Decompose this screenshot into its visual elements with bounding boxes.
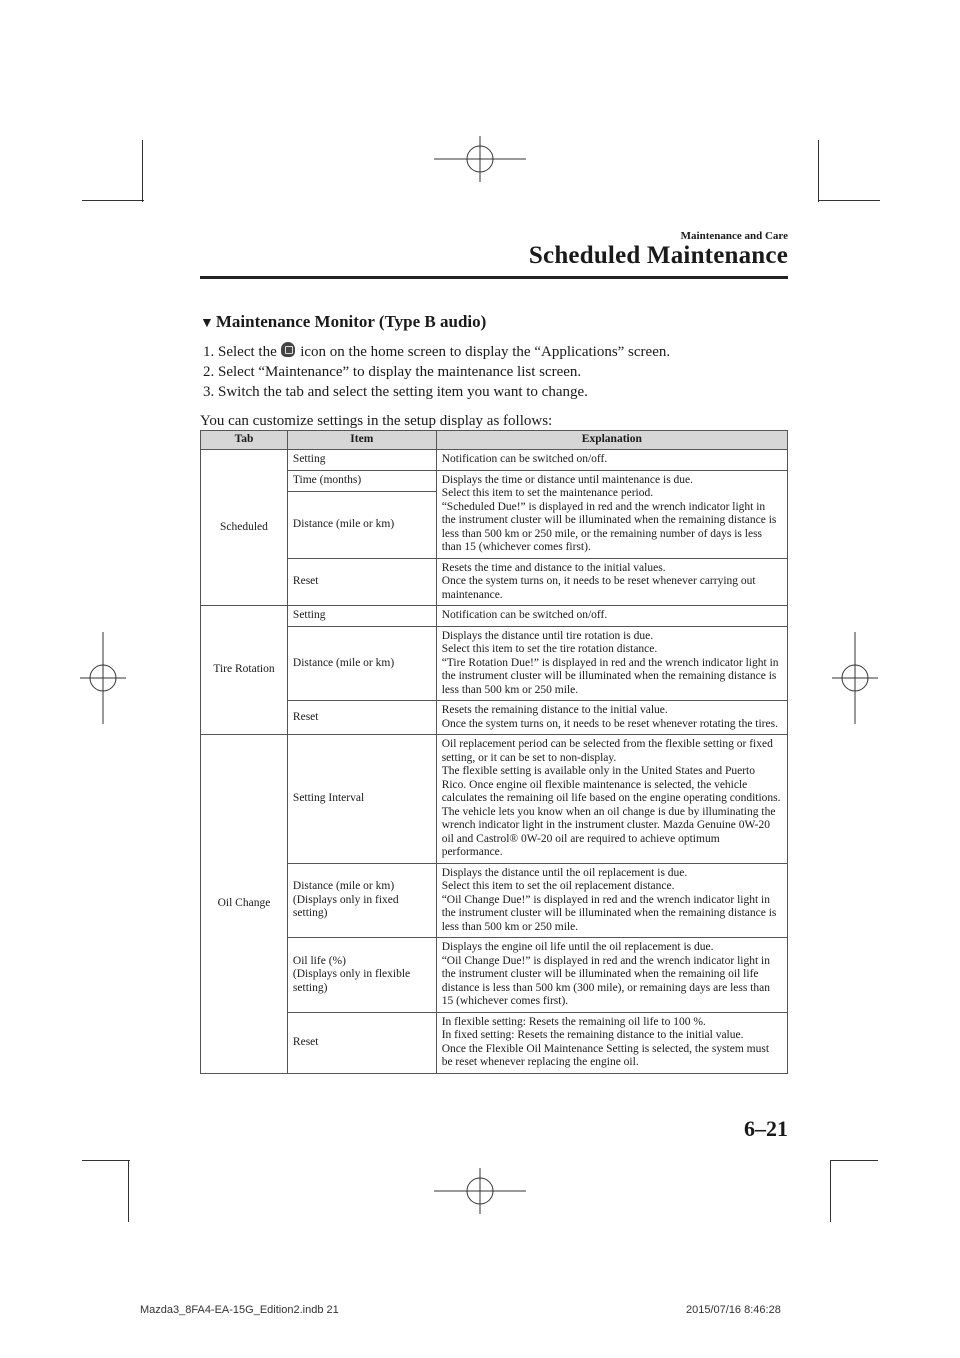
item-cell: Oil life (%) (Displays only in flexible setting) — [287, 938, 436, 1013]
explanation-cell: In flexible setting: Resets the remaining oil life to 100 %. In fixed setting: Resets the remaining distance to the initial value. Once the Flexible Oil Maintenance Setting is selected, the system must be reset whenever replacing the engine oil. — [436, 1012, 787, 1073]
item-cell: Distance (mile or km) — [287, 492, 436, 558]
explanation-cell: Oil replacement period can be selected from the flexible setting or fixed setting, or it can be set to non-display. The flexible setting is available only in the United States and Puerto Rico. Once engine oil flexible maintenance is selected, the vehicle calculates the remaining oil life based on the engine operating conditions. The vehicle lets you know when an oil change is due by illuminating the wrench indicator light in the instrument cluster. Mazda Genuine 0W-20 oil and Castrol® 0W-20 oil are required to achieve optimum performance. — [436, 735, 787, 864]
table-row — [201, 450, 788, 471]
item-cell: Setting Interval — [287, 735, 436, 864]
table-row — [201, 735, 788, 864]
section-heading — [200, 312, 486, 332]
item-cell: Reset — [287, 1012, 436, 1073]
item-cell: Setting — [287, 450, 436, 471]
explanation-cell: Displays the engine oil life until the oil replacement is due. “Oil Change Due!” is displayed in red and the wrench indicator light in the instrument cluster will be illuminated when the remaining oil life distance is less than 500 km (300 mile), or remaining days are less than 15 (whichever comes first). — [436, 938, 787, 1013]
step-3: 3. Switch the tab and select the setting item you want to change. — [203, 384, 588, 400]
table-header-row — [201, 431, 788, 450]
table-row — [201, 1012, 788, 1073]
item-cell: Reset — [287, 558, 436, 606]
explanation-cell: Notification can be switched on/off. — [436, 606, 787, 627]
header-item: Item — [287, 431, 436, 450]
intro-text: You can customize settings in the setup display as follows: — [200, 413, 553, 429]
section-label: Maintenance and Care — [680, 230, 788, 242]
table-row — [201, 470, 788, 492]
tab-cell-scheduled: Scheduled — [201, 450, 288, 606]
item-cell: Time (months) — [287, 470, 436, 492]
registration-mark-top — [434, 136, 526, 182]
section-heading-text: Maintenance Monitor (Type B audio) — [215, 312, 487, 331]
title-rule — [200, 276, 788, 279]
print-timestamp: 2015/07/16 8:46:28 — [686, 1304, 781, 1316]
header-explanation: Explanation — [436, 431, 787, 450]
header-tab: Tab — [201, 431, 288, 450]
tab-cell-oil-change: Oil Change — [201, 735, 288, 1074]
page-title: Scheduled Maintenance — [528, 242, 788, 269]
step-1: 1. Select the icon on the home screen to display the “Applications” screen. — [203, 344, 671, 360]
explanation-cell: Displays the distance until the oil replacement is due. Select this item to set the oil replacement distance. “Oil Change Due!” is displayed in red and the wrench indicator light in the instrument cluster will be illuminated when the remaining distance is less than 500 km or 250 mile. — [436, 863, 787, 938]
item-cell: Setting — [287, 606, 436, 627]
explanation-cell: Resets the time and distance to the initial values. Once the system turns on, it needs to be reset whenever carrying out maintenance. — [436, 558, 787, 606]
step-2: 2. Select “Maintenance” to display the maintenance list screen. — [203, 364, 582, 380]
explanation-cell: Displays the distance until tire rotation is due. Select this item to set the tire rotation distance. “Tire Rotation Due!” is displayed in red and the wrench indicator light in the instrument cluster will be illuminated when the remaining distance is less than 500 km or 250 mile. — [436, 626, 787, 701]
table-row — [201, 701, 788, 735]
settings-table — [200, 430, 788, 1074]
table-row — [201, 863, 788, 938]
registration-mark-bottom — [434, 1168, 526, 1214]
registration-mark-left — [80, 632, 126, 724]
table-row — [201, 558, 788, 606]
explanation-cell: Displays the time or distance until maintenance is due. Select this item to set the maintenance period. “Scheduled Due!” is displayed in red and the wrench indicator light in the instrument cluster will be illuminated when the remaining distance is less than 500 km or 250 mile, or the remaining number of days is less than 15 (whichever comes first). — [436, 470, 787, 558]
down-triangle-icon: ▼ — [200, 316, 214, 331]
table-row — [201, 606, 788, 627]
explanation-cell: Notification can be switched on/off. — [436, 450, 787, 471]
tab-cell-tire-rotation: Tire Rotation — [201, 606, 288, 735]
registration-mark-right — [832, 632, 878, 724]
table-row — [201, 626, 788, 701]
explanation-cell: Resets the remaining distance to the initial value. Once the system turns on, it needs to be reset whenever rotating the tires. — [436, 701, 787, 735]
table-row — [201, 938, 788, 1013]
steps-list — [203, 342, 670, 402]
page-number: 6–21 — [744, 1116, 788, 1141]
item-cell: Distance (mile or km) — [287, 626, 436, 701]
item-cell: Distance (mile or km) (Displays only in fixed setting) — [287, 863, 436, 938]
file-info: Mazda3_8FA4-EA-15G_Edition2.indb 21 — [140, 1304, 339, 1316]
applications-icon — [281, 342, 295, 357]
item-cell: Reset — [287, 701, 436, 735]
